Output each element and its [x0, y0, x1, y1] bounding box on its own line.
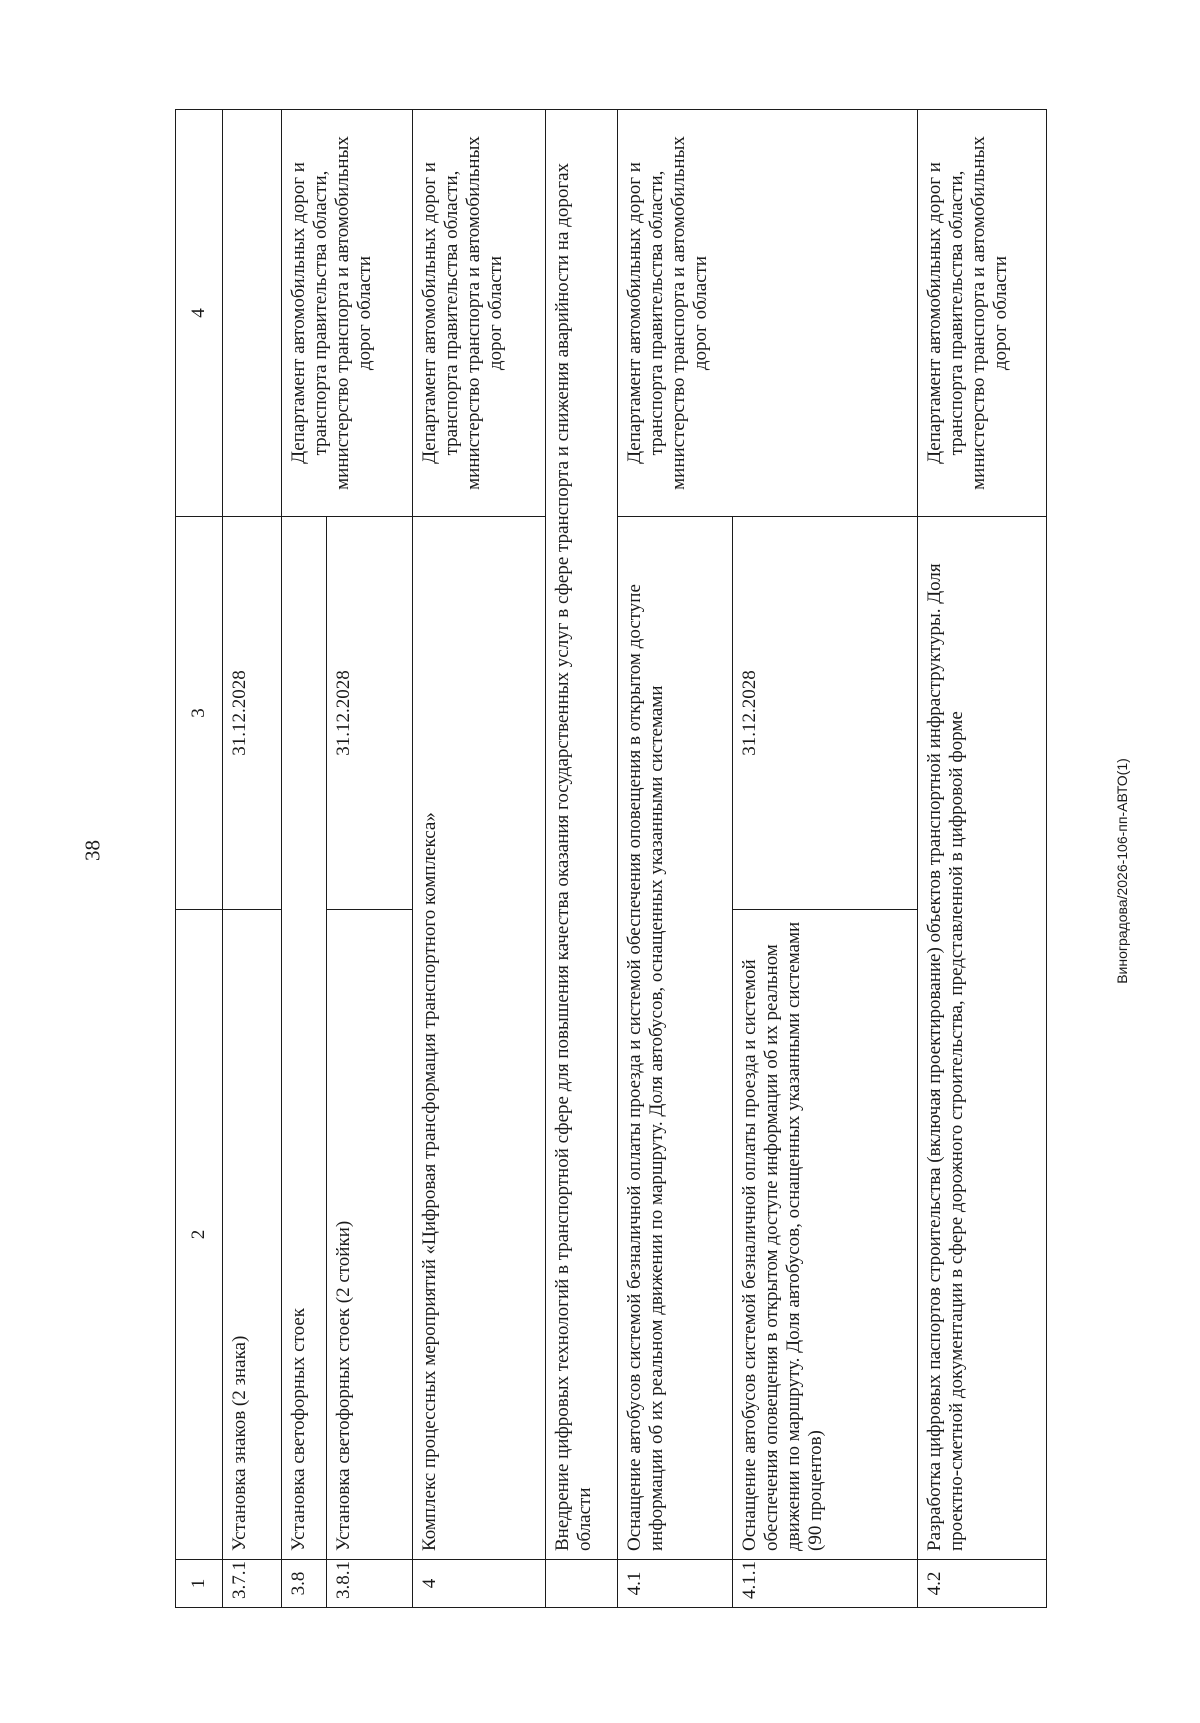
table-row — [546, 110, 618, 1608]
header-col-3: 3 — [176, 517, 223, 910]
row-responsible: Департамент автомобильных дорог и транспорта правительства области, министерство транспорта и автомобильных дорог области — [412, 110, 545, 517]
header-col-4: 4 — [176, 110, 223, 517]
row-number: 3.8.1 — [327, 1560, 413, 1608]
row-responsible: Департамент автомобильных дорог и транспорта правительства области, министерство транспорта и автомобильных дорог области — [918, 110, 1047, 517]
row-date: 31.12.2028 — [223, 517, 282, 910]
page-number: 38 — [80, 840, 105, 861]
events-table — [175, 109, 1047, 1608]
row-responsible: Департамент автомобильных дорог и транспорта правительства области, министерство транспорта и автомобильных дорог области — [618, 110, 918, 517]
row-number: 3.8 — [282, 1560, 327, 1608]
table-header-row — [176, 110, 223, 1608]
table-row — [618, 110, 733, 1608]
row-date: 31.12.2028 — [733, 517, 918, 910]
row-title: Установка знаков (2 знака) — [223, 910, 282, 1560]
row-number: 3.7.1 — [223, 1560, 282, 1608]
table-row — [223, 110, 282, 1608]
row-responsible: Департамент автомобильных дорог и транспорта правительства области, министерство транспорта и автомобильных дорог области — [282, 110, 413, 517]
row-title: Оснащение автобусов системой безналичной оплаты проезда и системой обеспечения оповещения в открытом доступе информации об их реальном движении по маршруту. Доля автобусов, оснащенных указанными системами — [618, 517, 733, 1560]
table-row — [918, 110, 1047, 1608]
section-heading: Внедрение цифровых технологий в транспортной сфере для повышения качества оказания государственных услуг в сфере транспорта и снижения аварийности на дорогах области — [546, 110, 618, 1560]
row-responsible — [223, 110, 282, 517]
row-title: Установка светофорных стоек (2 стойки) — [327, 910, 413, 1560]
footer-document-code: Виноградова/2026-106-пп-АВТО(1) — [1114, 758, 1130, 984]
row-number: 4 — [412, 1560, 545, 1608]
row-number: 4.1.1 — [733, 1560, 918, 1608]
header-col-1: 1 — [176, 1560, 223, 1608]
table-row — [412, 110, 545, 1608]
row-title: Оснащение автобусов системой безналичной оплаты проезда и системой обеспечения оповещения в открытом доступе информации об их реальном движении по маршруту. Доля автобусов, оснащенных указанными системами (90 процентов) — [733, 910, 918, 1560]
row-number — [546, 1560, 618, 1608]
header-col-2: 2 — [176, 910, 223, 1560]
rotated-table-container — [175, 110, 1047, 1608]
row-title: Комплекс процессных мероприятий «Цифровая трансформация транспортного комплекса» — [412, 517, 545, 1560]
table-frame — [175, 110, 1047, 1608]
row-number: 4.2 — [918, 1560, 1047, 1608]
row-number: 4.1 — [618, 1560, 733, 1608]
row-date: 31.12.2028 — [327, 517, 413, 910]
row-title: Установка светофорных стоек — [282, 517, 327, 1560]
row-title: Разработка цифровых паспортов строительства (включая проектирование) объектов транспортной инфраструктуры. Доля проектно-сметной документации в сфере дорожного строительства, представленной в цифровой форме — [918, 517, 1047, 1560]
table-row — [282, 110, 327, 1608]
